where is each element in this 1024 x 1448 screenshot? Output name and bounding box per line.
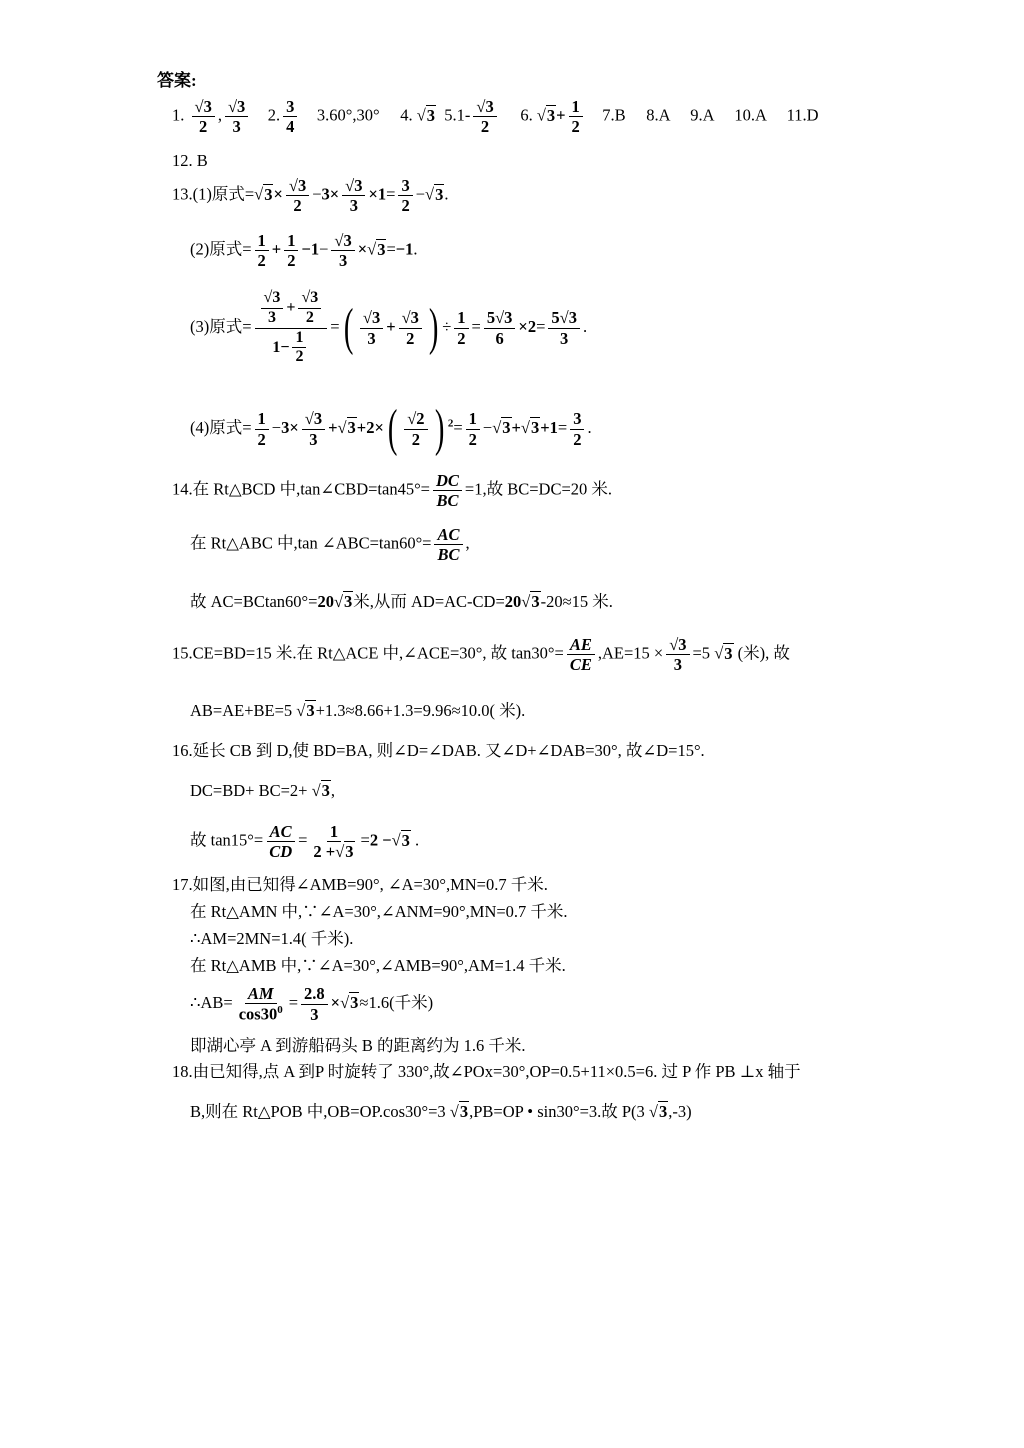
q15-line1: 15.CE=BD=15 米.在 Rt△ACE 中,∠ACE=30°, 故 tan30°= $\frac{AE}{CE}$ ,AE=15 × $\frac{√3}{3}$ =5 √3 (米), 故	[172, 635, 790, 675]
q13-part2: (2)原式= $\frac{1}{2}$ + $\frac{1}{2}$ −1− $\frac{√3}{3}$ ×√3=−1.	[190, 231, 418, 271]
q13-part1: 13.(1)原式=√3× $\frac{√3}{2}$ −3× $\frac{√3}{3}$ ×1= $\frac{3}{2}$ −√3.	[172, 176, 449, 216]
q17-line4: 在 Rt△AMB 中,∵∠A=30°,∠AMB=90°,AM=1.4 千米.	[190, 956, 566, 975]
answer-line-12: 12. B	[172, 151, 208, 170]
q17-line3: ∴AM=2MN=1.4( 千米).	[190, 929, 354, 948]
q14-line2: 在 Rt△ABC 中,tan ∠ABC=tan60°= $\frac{AC}{BC}$ ,	[190, 525, 470, 565]
q13-part3: (3)原式= $\frac{√3}{3}$ + $\frac{√3}{2}$ 1− $\frac{1}{2}$ =( $\frac{√3}{3}$ + $\frac{√3}{2}$ ) ÷ $\frac{1}{2}$ = $\frac{5√3}{6}$ ×2= $\frac{5√3}{3}$ .	[190, 289, 588, 366]
q14-line1: 14.在 Rt△BCD 中,tan∠CBD=tan45°= $\frac{DC}{BC}$ =1,故 BC=DC=20 米.	[172, 471, 613, 511]
q16-line1: 16.延长 CB 到 D,使 BD=BA, 则∠D=∠DAB. 又∠D+∠DAB=30°, 故∠D=15°.	[172, 741, 705, 760]
q17-line6: 即湖心亭 A 到游船码头 B 的距离约为 1.6 千米.	[190, 1036, 526, 1055]
q16-line2: DC=BD+ BC=2+ √3,	[190, 781, 336, 800]
q18-line2: B,则在 Rt△POB 中,OB=OP.cos30°=3 √3,PB=OP • sin30°=3.故 P(3 √3,-3)	[190, 1102, 692, 1121]
q15-line2: AB=AE+BE=5 √3+1.3≈8.66+1.3=9.96≈10.0( 米).	[190, 701, 526, 720]
q17-line2: 在 Rt△AMN 中,∵∠A=30°,∠ANM=90°,MN=0.7 千米.	[190, 902, 568, 921]
answer-header: 答案:	[157, 71, 197, 90]
q16-line3: 故 tan15°= $\frac{AC}{CD}$ = $\frac{1}{2 +√3}$ =2 −√3 .	[190, 822, 420, 862]
q17-line5: ∴AB= $\frac{AM}{\cos 30^0}$ = $\frac{2.8}{3}$ ×√3≈1.6(千米)	[190, 984, 434, 1024]
q14-line3: 故 AC=BCtan60°=20√3米,从而 AD=AC-CD=20√3-20≈15 米.	[190, 592, 613, 611]
q17-line1: 17.如图,由已知得∠AMB=90°, ∠A=30°,MN=0.7 千米.	[172, 875, 548, 894]
answer-line-1: 1. $\frac{√3}{2}$ , $\frac{√3}{3}$ 2. $\frac{3}{4}$ 3.60°,30° 4. √3 5.1- $\frac{√3}{2}$ 6. √3+ $\frac{1}{2}$ 7.B 8.A 9.A 10.A 11.D	[172, 97, 819, 137]
q18-line1: 18.由已知得,点 A 到P 时旋转了 330°,故∠POx=30°,OP=0.5+11×0.5=6. 过 P 作 PB ⊥x 轴于	[172, 1062, 801, 1081]
q13-part4: (4)原式= $\frac{1}{2}$ −3× $\frac{√3}{3}$ +√3+2×( $\frac{√2}{2}$ ) $^2$= $\frac{1}{2}$ −√3+√3+1= $\frac{3}{2}$ .	[190, 400, 592, 457]
